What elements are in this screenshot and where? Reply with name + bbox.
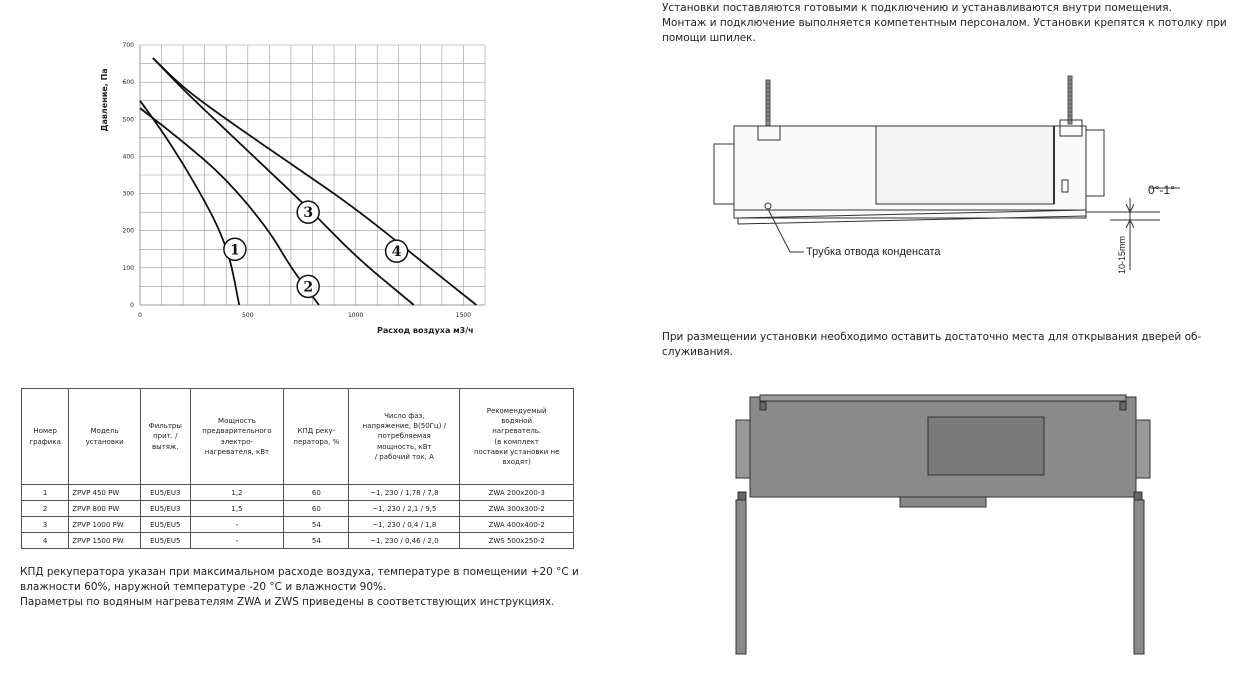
table-cell: 60 [284, 485, 349, 501]
table-cell: 3 [22, 517, 69, 533]
table-header-cell: Номер графика [22, 389, 69, 485]
table-cell: 54 [284, 533, 349, 549]
table-cell: ~1, 230 / 0,46 / 2,0 [349, 533, 460, 549]
install-text [662, 1, 1232, 46]
table-cell: ZPVP 1000 PW [69, 517, 141, 533]
x-axis-ticks [138, 312, 471, 319]
condensate-label: Трубка отвода конденсата [806, 246, 941, 258]
y-tick-label: 400 [122, 153, 134, 161]
pressure-flow-chart [95, 30, 495, 350]
ceiling-mount-side-diagram [690, 70, 1190, 280]
hanging-rod [1068, 76, 1072, 124]
x-tick-label: 1500 [455, 312, 472, 319]
table-notes [20, 565, 580, 610]
note-line: влажности 60%, наружной температуре -20 °С и влажности 90%. [20, 581, 387, 593]
table-header-cell: Рекомендуемый водяной нагреватель. (в комплект поставки установки не входят) [460, 389, 574, 485]
table-cell: ~1, 230 / 2,1 / 9,5 [349, 501, 460, 517]
table-header-cell: Мощность предварительного электро- нагревателя, кВт [190, 389, 284, 485]
table-cell: ~1, 230 / 1,78 / 7,8 [349, 485, 460, 501]
table-cell: ZPVP 450 PW [69, 485, 141, 501]
series-label-3: 3 [303, 205, 314, 222]
service-clearance-diagram [700, 390, 1180, 660]
table-cell: EU5/EU3 [141, 485, 190, 501]
text-line: Монтаж и подключение выполняется компетентным персоналом. Установки крепятся к потолку при [662, 17, 1227, 29]
y-tick-label: 700 [122, 42, 134, 49]
y-axis-ticks [123, 42, 135, 309]
table-row [22, 533, 574, 549]
table-cell: EU5/EU3 [141, 501, 190, 517]
gap-label: 10-15mm [1117, 235, 1127, 274]
table-cell: 1,5 [190, 501, 284, 517]
text-line: помощи шпилек. [662, 32, 756, 44]
text-line: Установки поставляются готовыми к подключению и устанавливаются внутри помещения. [662, 2, 1172, 14]
y-tick-label: 200 [122, 227, 134, 235]
table-header-cell: КПД реку- ператора, % [284, 389, 349, 485]
table-cell: ~1, 230 / 0,4 / 1,8 [349, 517, 460, 533]
spec-table [21, 388, 574, 549]
series-label-1: 1 [230, 242, 240, 259]
table-cell: 54 [284, 517, 349, 533]
note-line: КПД рекуператора указан при максимальном расходе воздуха, температуре в помещении +20 °С и [20, 566, 579, 578]
table-row [22, 501, 574, 517]
y-axis-label: Давление, Па [100, 68, 109, 132]
y-tick-label: 500 [122, 116, 134, 124]
x-tick-label: 500 [242, 312, 254, 319]
table-cell: ZWA 400x400-2 [460, 517, 574, 533]
table-cell: - [190, 533, 284, 549]
hanging-rod [766, 80, 770, 128]
x-tick-label: 0 [138, 312, 142, 319]
text-line: служивания. [662, 346, 733, 358]
service-text [662, 330, 1232, 360]
table-cell: 1,2 [190, 485, 284, 501]
table-cell: 60 [284, 501, 349, 517]
table-header-row [22, 389, 574, 485]
table-row [22, 517, 574, 533]
service-door-left [736, 492, 746, 654]
table-row [22, 485, 574, 501]
tilt-reference [1086, 188, 1180, 270]
y-tick-label: 0 [130, 302, 134, 309]
table-cell: ZPVP 800 PW [69, 501, 141, 517]
series-label-2: 2 [303, 279, 314, 296]
table-cell: ZWA 200x200-3 [460, 485, 574, 501]
y-tick-label: 100 [122, 264, 134, 272]
table-cell: ZPVP 1500 PW [69, 533, 141, 549]
table-body [22, 485, 574, 549]
x-axis-label: Расход воздуха м3/ч [377, 326, 474, 335]
table-cell: ZWS 500x250-2 [460, 533, 574, 549]
table-header-cell: Модель установки [69, 389, 141, 485]
table-header-cell: Фильтры прит. / вытяж. [141, 389, 190, 485]
table-cell: ZWA 300x300-2 [460, 501, 574, 517]
text-line: При размещении установки необходимо оставить достаточно места для открывания дверей об- [662, 331, 1202, 343]
unit-front-view [736, 395, 1150, 507]
table-cell: - [190, 517, 284, 533]
table-header-cell: Число фаз, напряжение, В(50Гц) / потребляемая мощность, кВт / рабочий ток, А [349, 389, 460, 485]
note-line: Параметры по водяным нагревателям ZWA и ZWS приведены в соответствующих инструкциях. [20, 596, 555, 608]
y-tick-label: 300 [122, 190, 134, 198]
series-line-1 [140, 101, 239, 305]
y-tick-label: 600 [122, 79, 134, 87]
table-cell: 4 [22, 533, 69, 549]
angle-label: 0°-1° [1148, 183, 1175, 197]
service-door-right [1134, 492, 1144, 654]
x-tick-label: 1000 [347, 312, 364, 319]
table-cell: EU5/EU5 [141, 533, 190, 549]
unit-body [714, 120, 1104, 224]
table-cell: EU5/EU5 [141, 517, 190, 533]
series-label-4: 4 [391, 244, 402, 261]
table-cell: 2 [22, 501, 69, 517]
table-cell: 1 [22, 485, 69, 501]
chart-grid [140, 45, 485, 305]
